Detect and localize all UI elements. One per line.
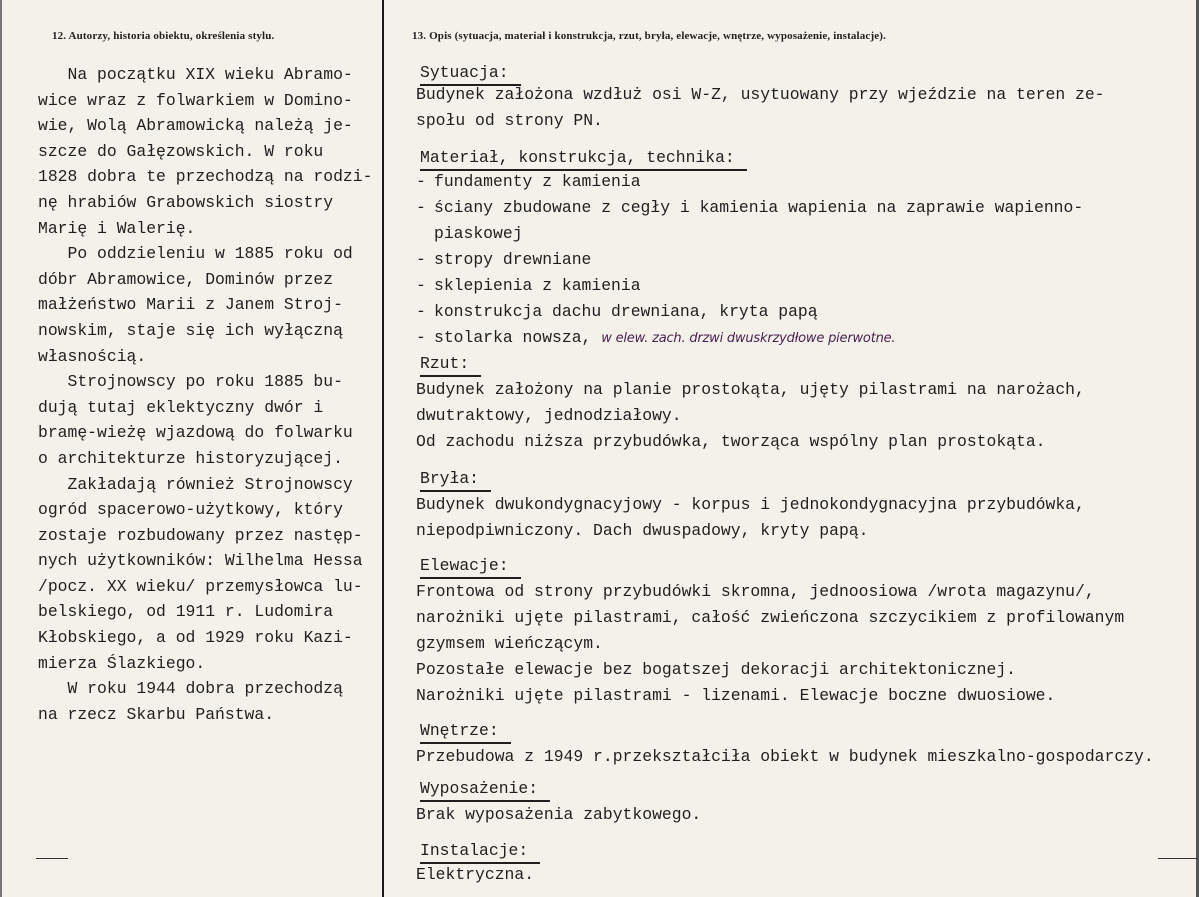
history-line: ogród spacerowo-użytkowy, który (38, 500, 343, 520)
history-line: nowskim, staje się ich wyłączną (38, 320, 343, 340)
section-title-wnetrze: Wnętrze: (420, 720, 511, 744)
wyposazenie-line: Brak wyposażenia zabytkowego. (416, 805, 702, 824)
history-line: na rzecz Skarbu Państwa. (38, 704, 275, 724)
column-divider (382, 0, 384, 897)
history-line: 1828 dobra te przechodzą na rodzi- (38, 167, 373, 187)
section-title-bryla: Bryła: (420, 468, 491, 492)
sytuacja-line: Budynek założona wzdłuż osi W-Z, usytuowany przy wjeździe na teren ze- (416, 85, 1105, 104)
wnetrze-line: Przebudowa z 1949 r.przekształciła obiekt w budynek mieszkalno-gospodarczy. (416, 747, 1154, 766)
history-line: nych użytkowników: Wilhelma Hessa (38, 551, 363, 571)
bottom-tick-right (1158, 858, 1198, 859)
elewacje-line: Pozostałe elewacje bez bogatszej dekoracji architektonicznej. (416, 660, 1016, 679)
bottom-tick-left (36, 858, 68, 859)
history-line: dóbr Abramowice, Dominów przez (38, 269, 334, 289)
sytuacja-line: społu od strony PN. (416, 111, 603, 130)
history-line: /pocz. XX wieku/ przemysłowca lu- (38, 576, 363, 596)
history-line: dują tutaj eklektyczny dwór i (38, 397, 324, 417)
history-line: Zakładają również Strojnowscy (38, 474, 353, 494)
history-line: belskiego, od 1911 r. Ludomira (38, 602, 334, 622)
material-item-text: fundamenty z kamienia (434, 172, 641, 191)
elewacje-line: gzymsem wieńczącym. (416, 634, 603, 653)
history-line: Kłobskiego, a od 1929 roku Kazi- (38, 628, 353, 648)
right-column-header: 13. Opis (sytuacja, materiał i konstrukcja, rzut, bryła, elewacje, wnętrze, wyposażenie, instalacje). (412, 30, 887, 42)
instalacje-line: Elektryczna. (416, 865, 535, 884)
elewacje-line: narożniki ujęte pilastrami, całość zwieńczona szczycikiem z profilowanym (416, 608, 1125, 627)
history-line: bramę-wieżę wjazdową do folwarku (38, 423, 353, 443)
history-line: Na początku XIX wieku Abramo- (38, 65, 353, 84)
material-item: - fundamenty z kamienia (416, 172, 641, 191)
material-item-text: stolarka nowsza, (434, 328, 592, 347)
history-line: szcze do Gałęzowskich. W roku (38, 141, 324, 161)
material-item: - konstrukcja dachu drewniana, kryta papą (416, 302, 818, 321)
history-line: Strojnowscy po roku 1885 bu- (38, 372, 343, 392)
history-line: nę hrabiów Grabowskich siostry (38, 192, 334, 212)
elewacje-line: Frontowa od strony przybudówki skromna, jednoosiowa /wrota magazynu/, (416, 582, 1095, 601)
material-item-text: sklepienia z kamienia (434, 276, 641, 295)
material-item-text: konstrukcja dachu drewniana, kryta papą (434, 302, 818, 321)
rzut-line: dwutraktowy, jednodziałowy. (416, 406, 682, 425)
material-item-continuation: piaskowej (434, 224, 523, 243)
history-line: zostaje rozbudowany przez następ- (38, 525, 363, 545)
section-title-sytuacja: Sytuacja: (420, 62, 521, 86)
rzut-line: Od zachodu niższa przybudówka, tworząca wspólny plan prostokąta. (416, 432, 1046, 451)
material-item-text: stropy drewniane (434, 250, 592, 269)
history-text (38, 62, 378, 727)
section-title-wyposazenie: Wyposażenie: (420, 778, 550, 802)
history-line: W roku 1944 dobra przechodzą (38, 679, 343, 699)
material-item: - sklepienia z kamienia (416, 276, 641, 295)
history-line: o architekturze historyzującej. (38, 448, 343, 468)
history-line: Po oddzieleniu w 1885 roku od (38, 244, 353, 264)
rzut-line: Budynek założony na planie prostokąta, ujęty pilastrami na narożach, (416, 380, 1085, 399)
history-line: Marię i Walerię. (38, 218, 196, 238)
history-line: małżeństwo Marii z Janem Stroj- (38, 295, 343, 315)
section-title-elewacje: Elewacje: (420, 555, 521, 579)
left-column-header: 12. Autorzy, historia obiektu, określenia stylu. (52, 30, 275, 42)
history-line: wie, Wolą Abramowicką należą je- (38, 116, 353, 136)
section-title-rzut: Rzut: (420, 353, 481, 377)
page-edge-left (0, 0, 2, 897)
section-title-instalacje: Instalacje: (420, 840, 540, 864)
elewacje-line: Narożniki ujęte pilastrami - lizenami. Elewacje boczne dwuosiowe. (416, 686, 1056, 705)
material-item: - ściany zbudowane z cegły i kamienia wapienia na zaprawie wapienno- (416, 198, 1084, 217)
bryla-line: niepodpiwniczony. Dach dwuspadowy, kryty papą. (416, 521, 869, 540)
bryla-line: Budynek dwukondygnacyjowy - korpus i jednokondygnacyjna przybudówka, (416, 495, 1085, 514)
handwritten-annotation: w elew. zach. drzwi dwuskrzydłowe pierwotne. (601, 331, 896, 346)
history-line: wice wraz z folwarkiem w Domino- (38, 90, 353, 110)
history-line: mierza Ślazkiego. (38, 653, 206, 673)
section-title-material: Materiał, konstrukcja, technika: (420, 147, 747, 171)
material-item: - stropy drewniane (416, 250, 592, 269)
material-item-text: ściany zbudowane z cegły i kamienia wapienia na zaprawie wapienno- (434, 198, 1084, 217)
history-line: własnością. (38, 346, 147, 366)
material-item: - stolarka nowsza, w elew. zach. drzwi dwuskrzydłowe pierwotne. (416, 328, 896, 347)
